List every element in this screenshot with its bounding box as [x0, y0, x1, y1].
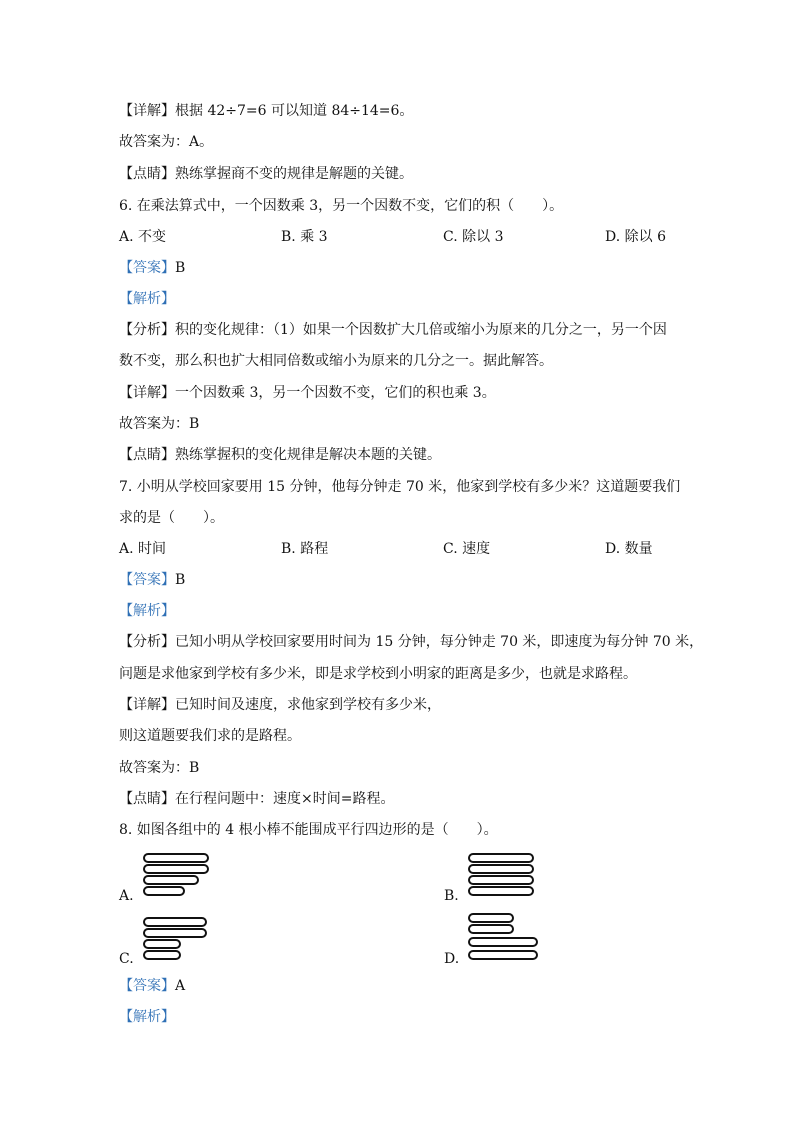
stick: [468, 950, 538, 960]
q6-analysis-tag: 【解析】: [119, 291, 175, 307]
stick: [143, 928, 207, 938]
q8-option-b-sticks: [468, 853, 538, 899]
q6-tip: 【点睛】熟练掌握积的变化规律是解决本题的关键。: [119, 447, 441, 463]
stick: [468, 924, 514, 934]
q7-analysis-1: 【分析】已知小明从学校回家要用时间为 15 分钟，每分钟走 70 米，即速度为每分钟 70 米，: [119, 634, 704, 650]
q7-option-c: C. 速度: [443, 541, 491, 557]
q8-option-d-sticks: [468, 913, 544, 963]
stick: [143, 875, 199, 885]
stick: [468, 864, 534, 874]
q6-answer-tag: 【答案】: [119, 260, 175, 276]
q6-detail: 【详解】一个因数乘 3，另一个因数不变，它们的积也乘 3。: [119, 385, 496, 401]
q8-answer-value: A: [175, 978, 186, 994]
q7-final-answer: 故答案为：B: [119, 760, 200, 776]
q5-answer: 故答案为：A。: [119, 134, 214, 150]
stick: [143, 917, 207, 927]
q6-option-c: C. 除以 3: [443, 229, 504, 245]
q8-analysis-tag: 【解析】: [119, 1009, 175, 1025]
q6-analysis-2: 数不变，那么积也扩大相同倍数或缩小为原来的几分之一。据此解答。: [119, 353, 553, 369]
stick: [468, 913, 514, 923]
q7-detail-2: 则这道题要我们求的是路程。: [119, 728, 301, 744]
stick: [143, 853, 209, 863]
q6-option-a: A. 不变: [119, 229, 167, 245]
q8-option-c-sticks: [143, 917, 213, 963]
q6-question: 6. 在乘法算式中，一个因数乘 3，另一个因数不变，它们的积（ ）。: [119, 198, 564, 214]
q8-option-c-label: C.: [119, 951, 134, 967]
stick: [468, 886, 534, 896]
q8-question: 8. 如图各组中的 4 根小棒不能围成平行四边形的是（ ）。: [119, 822, 498, 838]
q7-answer-tag: 【答案】: [119, 572, 175, 588]
q7-question-1: 7. 小明从学校回家要用 15 分钟，他每分钟走 70 米，他家到学校有多少米？这道题要我们: [119, 479, 681, 495]
stick: [468, 853, 534, 863]
q5-tip: 【点睛】熟练掌握商不变的规律是解题的关键。: [119, 166, 413, 182]
q6-option-b: B. 乘 3: [281, 229, 328, 245]
q7-answer-row: [119, 570, 185, 590]
q6-answer-row: [119, 258, 185, 278]
q7-tip: 【点睛】在行程问题中：速度×时间=路程。: [119, 791, 395, 807]
q6-answer-value: B: [175, 260, 186, 276]
stick: [143, 886, 185, 896]
q7-detail-1: 【详解】已知时间及速度，求他家到学校有多少米，: [119, 697, 441, 713]
q8-answer-tag: 【答案】: [119, 978, 175, 994]
q7-option-b: B. 路程: [281, 541, 329, 557]
q7-answer-value: B: [175, 572, 186, 588]
q8-option-d-label: D.: [444, 951, 460, 967]
q6-analysis-1: 【分析】积的变化规律：（1）如果一个因数扩大几倍或缩小为原来的几分之一，另一个因: [119, 322, 667, 338]
q7-analysis-2: 问题是求他家到学校有多少米，即是求学校到小明家的距离是多少，也就是求路程。: [119, 666, 637, 682]
q7-question-2: 求的是（ ）。: [119, 510, 224, 526]
q8-option-a-sticks: [143, 853, 213, 899]
q7-analysis-tag: 【解析】: [119, 603, 175, 619]
stick: [143, 864, 209, 874]
q7-option-a: A. 时间: [119, 541, 167, 557]
stick: [468, 937, 538, 947]
q8-option-a-label: A.: [119, 888, 134, 904]
q8-option-b-label: B.: [444, 888, 459, 904]
stick: [143, 939, 181, 949]
q6-final-answer: 故答案为：B: [119, 416, 200, 432]
stick: [143, 950, 181, 960]
q7-option-d: D. 数量: [605, 541, 653, 557]
q5-detail: 【详解】根据 42÷7=6 可以知道 84÷14=6。: [119, 103, 414, 119]
q8-answer-row: [119, 976, 185, 996]
q6-option-d: D. 除以 6: [605, 229, 666, 245]
stick: [468, 875, 534, 885]
